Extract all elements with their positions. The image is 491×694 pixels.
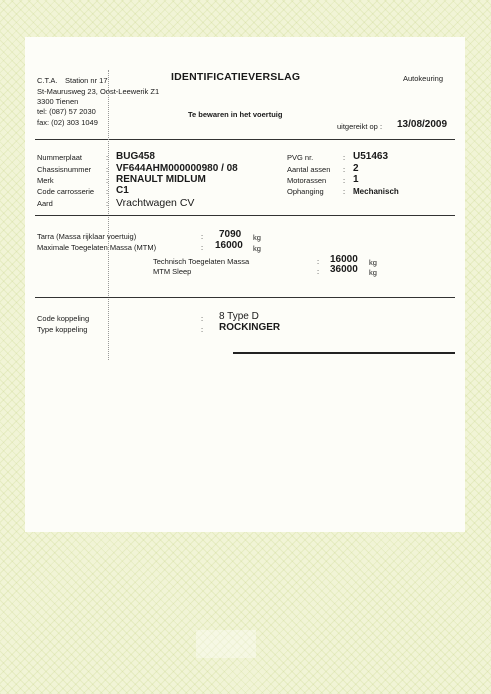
motorassen-value: 1 [353,174,359,185]
tarra-label: Tarra (Massa rijklaar voertuig) [37,232,137,241]
colon: : [201,314,204,323]
colon: : [201,325,204,334]
divider [35,215,455,216]
colon: : [106,176,109,185]
sleep-label: MTM Sleep [153,267,192,276]
colon: : [317,267,320,276]
colon: : [343,165,346,174]
station-address: St-Maurusweg 23, Oost-Leewerik Z1 [37,87,160,96]
aard-value: Vrachtwagen CV [116,197,195,209]
divider [35,297,455,298]
cta-label: C.T.A. [37,76,58,85]
ophanging-value: Mechanisch [353,187,399,196]
issued-date: 13/08/2009 [397,119,448,130]
code-koppeling-value: 8 Type D [219,311,259,322]
mtm-value: 16000 [215,240,243,251]
tarra-value: 7090 [219,229,242,240]
colon: : [343,153,346,162]
issued-label: uitgereikt op : [337,122,383,131]
closing-line [233,352,455,354]
keep-in-vehicle-note: Te bewaren in het voertuig [188,110,283,119]
mtm-label: Maximale Toegelaten Massa (MTM) [37,243,157,252]
colon: : [201,243,204,252]
station-city: 3300 Tienen [37,97,79,106]
aantal-assen-value: 2 [353,163,359,174]
technisch-unit: kg [369,258,377,267]
colon: : [317,257,320,266]
type-koppeling-label: Type koppeling [37,325,88,334]
pvg-value: U51463 [353,151,389,162]
colon: : [106,187,109,196]
technisch-label: Technisch Toegelaten Massa [153,257,250,266]
colon: : [106,165,109,174]
station-fax: fax: (02) 303 1049 [37,118,98,127]
type-koppeling-value: ROCKINGER [219,322,281,333]
carrosserie-label: Code carrosserie [37,187,95,196]
document-title: IDENTIFICATIEVERSLAG [171,71,301,83]
colon: : [343,187,346,196]
carrosserie-value: C1 [116,185,129,196]
divider [35,139,455,140]
nummerplaat-label: Nummerplaat [37,153,83,162]
tarra-unit: kg [253,233,261,242]
mtm-unit: kg [253,244,261,253]
code-koppeling-label: Code koppeling [37,314,90,323]
aantal-assen-label: Aantal assen [287,165,331,174]
merk-value: RENAULT MIDLUM [116,174,206,185]
merk-label: Merk [37,176,54,185]
pvg-label: PVG nr. [287,153,314,162]
nummerplaat-value: BUG458 [116,151,155,162]
station-number: Station nr 17 [65,76,108,85]
colon: : [106,199,109,208]
technisch-value: 16000 [330,254,358,265]
colon: : [201,232,204,241]
colon: : [343,176,346,185]
autokeuring-label: Autokeuring [403,74,444,83]
station-phone: tel: (087) 57 2030 [37,107,96,116]
ophanging-label: Ophanging [287,187,324,196]
colon: : [106,153,109,162]
chassis-label: Chassisnummer [37,165,92,174]
sleep-unit: kg [369,268,377,277]
motorassen-label: Motorassen [287,176,327,185]
faded-stamp [196,630,256,658]
sleep-value: 36000 [330,264,358,275]
chassis-value: VF644AHM000000980 / 08 [116,163,238,174]
aard-label: Aard [37,199,53,208]
